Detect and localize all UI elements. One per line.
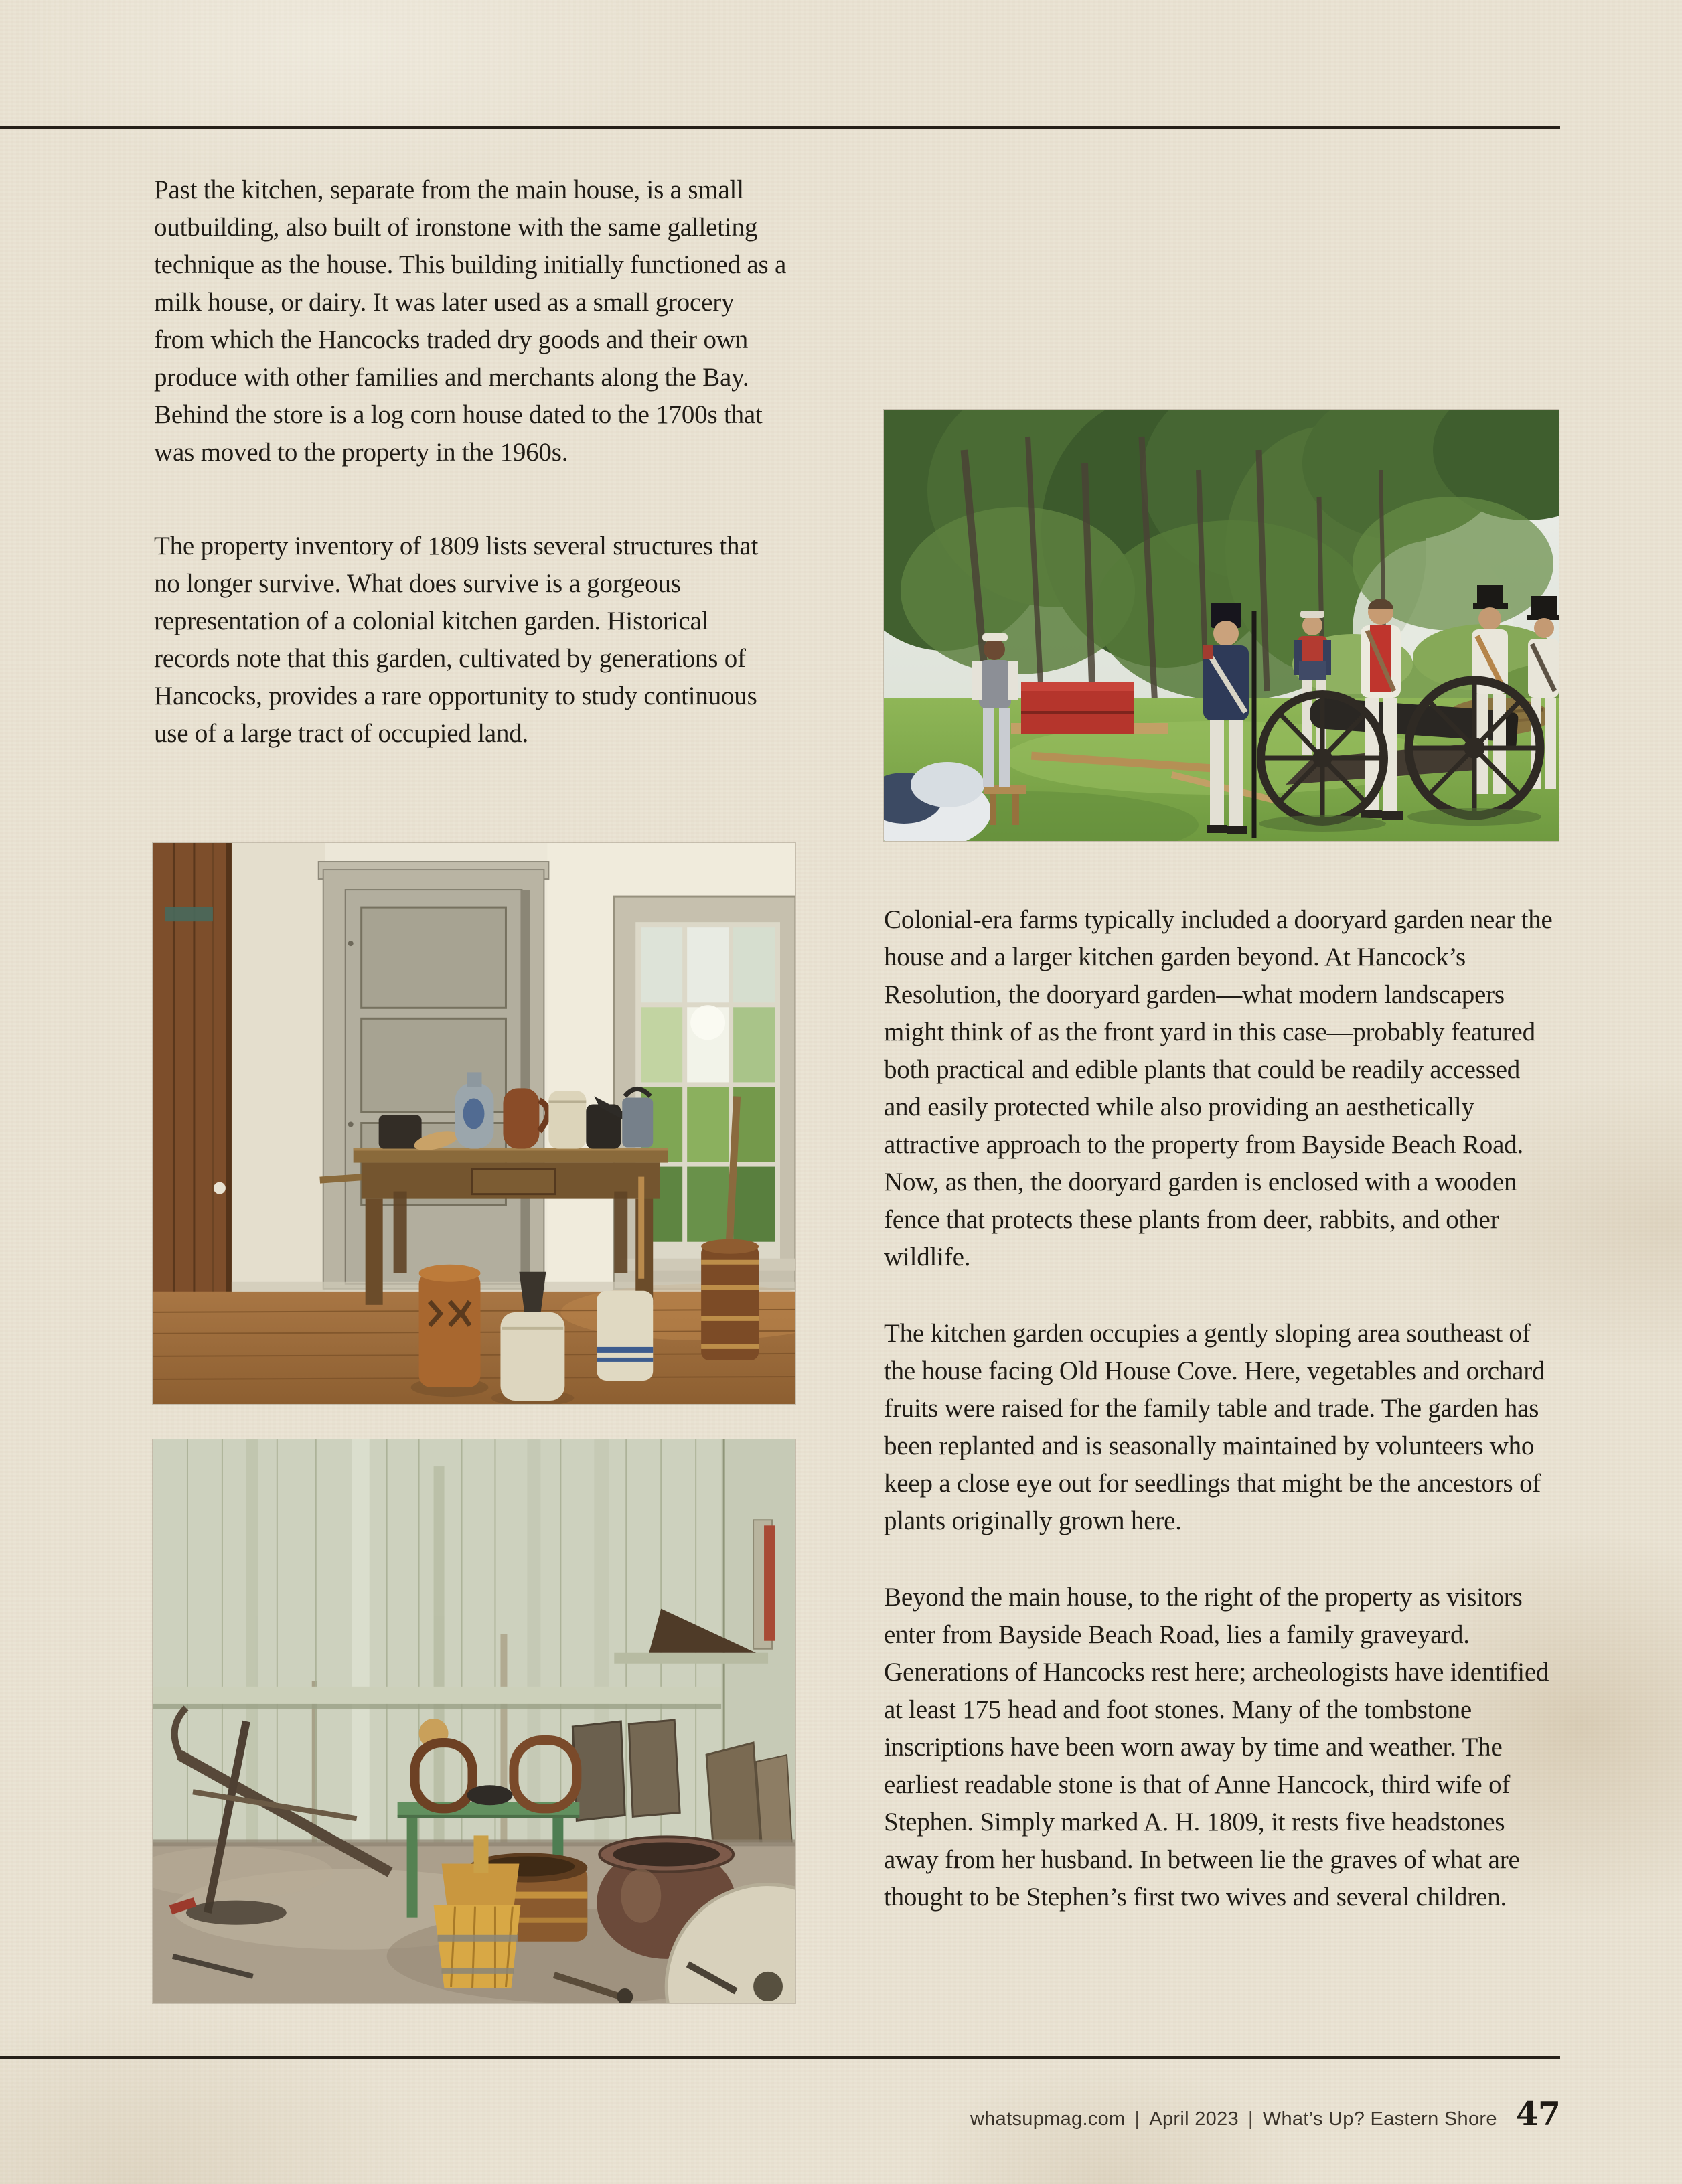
photo-outbuilding-interior xyxy=(153,1439,795,2003)
body-paragraph: Past the kitchen, separate from the main house, is a small outbuilding, also built of ironstone with the same galleting technique as the house. This building initially functioned as a milk house, or dairy. It was later used as a small grocery from which the Hancocks traded dry goods and their own produce with other families and merchants along the Bay. Behind the store is a log corn house dated to the 1700s that was moved to the property in the 1960s. xyxy=(154,175,787,467)
cannon-photo-illustration xyxy=(884,410,1559,841)
bottom-rule xyxy=(0,2056,1560,2059)
body-paragraph: The property inventory of 1809 lists several structures that no longer survive. What does survive is a gorgeous representation of a colonial kitchen garden. Historical records note that this garden, cultivated by generations of Hancocks, provides a rare opportunity to study continuous use of a large tract of occupied land. xyxy=(154,532,759,748)
photo-cannon-crew xyxy=(884,410,1559,841)
footer xyxy=(970,2094,1560,2133)
body-paragraph: The kitchen garden occupies a gently sloping area southeast of the house facing Old House Cove. Here, vegetables and orchard fruits were raised for the family table and trade. The garden has been replanted and is seasonally maintained by volunteers who keep a close eye out for seedlings that might be the ancestors of plants originally grown here. xyxy=(884,1319,1545,1535)
kitchen-photo-illustration xyxy=(153,843,795,1404)
top-rule xyxy=(0,126,1560,129)
footer-separator: | xyxy=(1247,2108,1253,2130)
right-column xyxy=(884,901,1561,1955)
body-paragraph: Beyond the main house, to the right of the property as visitors enter from Bayside Beach Road, lies a family graveyard. Generations of Hancocks rest here; archeologists have identified at least 175 head and foot stones. Many of the tombstone inscriptions have been worn away by time and weather. The earliest readable stone is that of Anne Hancock, third wife of Stephen. Simply marked A. H. 1809, it rests five headstones away from her husband. In between lie the graves of what are thought to be Stephen’s first two wives and several children. xyxy=(884,1583,1549,1912)
footer-site: whatsupmag.com xyxy=(970,2108,1126,2130)
body-paragraph: Colonial-era farms typically included a dooryard garden near the house and a larger kitchen garden beyond. At Hancock’s Resolution, the dooryard garden—what modern landscapers might think of as the front yard in this case—probably featured both practical and edible plants that could be readily accessed and easily protected while also providing an aesthetically attractive approach to the property from Bayside Beach Road. Now, as then, the dooryard garden is enclosed with a wooden fence that protects these plants from deer, rabbits, and other wildlife. xyxy=(884,905,1553,1271)
left-column xyxy=(154,171,790,809)
shed-photo-illustration xyxy=(153,1439,795,2003)
footer-separator: | xyxy=(1134,2108,1140,2130)
footer-publication: What’s Up? Eastern Shore xyxy=(1262,2108,1497,2130)
footer-issue: April 2023 xyxy=(1149,2108,1239,2130)
page-number: 47 xyxy=(1515,2094,1560,2133)
photo-kitchen-interior xyxy=(153,843,795,1404)
